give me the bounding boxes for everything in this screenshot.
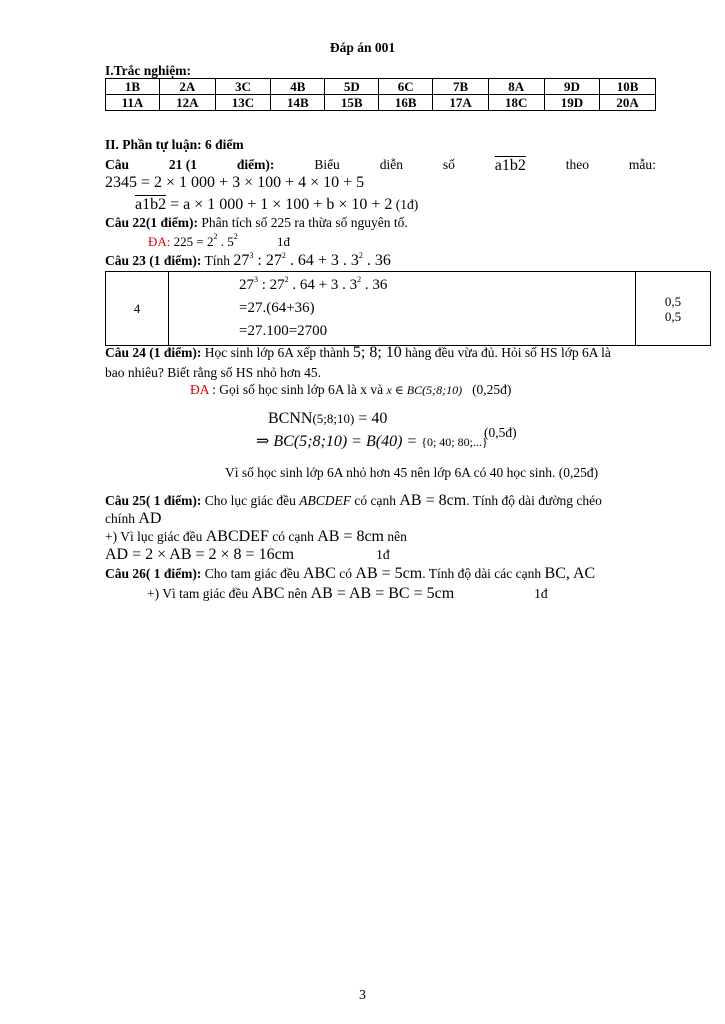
- answer-table: [105, 78, 656, 111]
- answer-cell: 4B: [271, 79, 325, 95]
- q26-text: Cho tam giác đều: [201, 566, 303, 581]
- answer-cell: 13C: [215, 95, 271, 111]
- q26-text: +) Vì tam giác đều: [147, 586, 252, 601]
- q25-result-expr: AD = 2 × AB = 2 × 8 = 16cm: [105, 546, 295, 563]
- q24-bcnn: [268, 411, 387, 427]
- q24-bc: [256, 434, 488, 450]
- table-row: [106, 79, 656, 95]
- q25-text: nên: [384, 529, 407, 544]
- q21-answer-expr: = a × 1 000 + 1 × 100 + b × 10 + 2: [166, 196, 393, 213]
- answer-cell: 1B: [106, 79, 160, 95]
- q21-word: mẫu:: [628, 157, 656, 172]
- q25-score: 1đ: [376, 547, 390, 562]
- answer-cell: 15B: [325, 95, 379, 111]
- q22-expr: 225 = 2: [170, 234, 214, 249]
- q26-label: Câu 26( 1 điểm):: [105, 566, 202, 581]
- q25-side: AB = 8cm: [317, 528, 384, 545]
- q25-text: . Tính độ dài đường chéo: [466, 493, 602, 508]
- answer-cell: 7B: [433, 79, 489, 95]
- q25-side: AB = 8cm: [399, 492, 467, 509]
- q23-expr-part: 27: [233, 252, 250, 269]
- q22-da-label: ĐA:: [148, 234, 171, 249]
- q23-expr-part: . 64 + 3 . 3: [288, 277, 358, 293]
- answer-cell: 16B: [379, 95, 433, 111]
- q24-question-line2: bao nhiêu? Biết rằng số HS nhỏ hơn 45.: [105, 365, 321, 380]
- q21-answer-number: a1b2: [135, 196, 167, 213]
- table-row: [106, 272, 711, 346]
- answer-cell: 11A: [106, 95, 160, 111]
- q24-text: hàng đều vừa đủ. Hỏi số HS lớp 6A là: [401, 345, 611, 360]
- q24-bcnn-args: (5;8;10): [312, 411, 355, 426]
- q21-example: 2345 = 2 × 1 000 + 3 × 100 + 4 × 10 + 5: [105, 174, 365, 191]
- q25-diagonal: AD: [138, 510, 162, 527]
- q23-expr-part: : 27: [253, 252, 282, 269]
- q21-label: điểm):: [236, 157, 275, 172]
- q24-bcnn-value: = 40: [354, 410, 388, 427]
- q23-step: [239, 274, 629, 297]
- q24-answer-intro: [190, 382, 511, 398]
- answer-cell: 10B: [600, 79, 656, 95]
- q26-score: 1đ: [534, 586, 548, 601]
- q23-expr-part: . 36: [362, 252, 391, 269]
- q25-result: [105, 547, 390, 563]
- q26-shape: ABC: [251, 585, 285, 602]
- q26-text: nên: [284, 586, 311, 601]
- page-title: Đáp án 001: [329, 40, 396, 55]
- answer-cell: 20A: [600, 95, 656, 111]
- q25-text: có cạnh: [350, 493, 400, 508]
- q24-da-label: ĐA: [190, 382, 209, 397]
- q23-expr: [233, 252, 390, 269]
- page-number: 3: [359, 988, 366, 1003]
- q23-scores: [636, 272, 711, 346]
- q23-score: 0,5: [664, 293, 682, 309]
- q26-result-expr: AB = AB = BC = 5cm: [310, 585, 455, 602]
- answer-cell: 3C: [215, 79, 271, 95]
- answer-cell: 14B: [271, 95, 325, 111]
- q21-word: số: [442, 157, 455, 172]
- q24-conclusion: Vì số học sinh lớp 6A nhỏ hơn 45 nên lớp 6A có 40 học sinh. (0,25đ): [225, 465, 599, 480]
- q22-exponent: 2: [233, 232, 238, 241]
- q23-step: =27.100=2700: [239, 323, 328, 339]
- q22-score: 1đ: [276, 234, 290, 249]
- q21-label: Câu: [105, 157, 130, 172]
- q26-side: AB = 5cm: [355, 565, 423, 582]
- q21-score: (1đ): [392, 197, 419, 212]
- q22-text: Phân tích số 225 ra thừa số nguyên tố.: [198, 215, 408, 230]
- q22-label: Câu 22(1 điểm):: [105, 215, 198, 230]
- q21-word: diễn: [379, 157, 403, 172]
- q25-text: chính: [105, 511, 139, 526]
- q24-da-text: : Gọi số học sinh lớp 6A là x và: [208, 382, 387, 397]
- q24-da-expr: x ∈ BC(5;8;10): [386, 383, 463, 397]
- q24-bcnn-fn: BCNN: [268, 410, 313, 427]
- answer-cell: 8A: [488, 79, 544, 95]
- q23-exponent: 2: [358, 251, 363, 260]
- q23-text: Tính: [201, 253, 234, 268]
- q23-expr-part: 27: [239, 277, 254, 293]
- q26-shape: ABC: [302, 565, 336, 582]
- answer-cell: 2A: [159, 79, 215, 95]
- answer-cell: 17A: [433, 95, 489, 111]
- q26-text: có: [335, 566, 356, 581]
- q25-shape: ABCDEF: [299, 493, 351, 508]
- q24-da-score: (0,25đ): [472, 382, 512, 397]
- q26-text: . Tính độ dài các cạnh: [422, 566, 545, 581]
- q22-question: [105, 215, 408, 231]
- q25-answer: [105, 529, 407, 545]
- q23-label: Câu 23 (1 điểm):: [105, 253, 202, 268]
- answer-cell: 9D: [544, 79, 600, 95]
- q23-steps: [169, 272, 636, 346]
- q21-word: theo: [565, 157, 589, 172]
- q23-score: 0,5: [664, 308, 682, 324]
- q24-numbers: 5; 8; 10: [352, 344, 402, 361]
- q22-expr: . 5: [217, 234, 234, 249]
- q26-answer: [147, 586, 548, 602]
- q25-shape: ABCDEF: [205, 528, 269, 545]
- q23-row-label: 4: [106, 272, 169, 346]
- answer-cell: 5D: [325, 79, 379, 95]
- q21-number: a1b2: [494, 157, 526, 174]
- q25-label: Câu 25( 1 điểm):: [105, 493, 202, 508]
- q23-step: =27.(64+36): [239, 300, 315, 316]
- q25-text: có cạnh: [268, 529, 318, 544]
- q24-bc-expr: ⇒ BC(5;8;10) = B(40) =: [256, 433, 422, 450]
- answer-cell: 12A: [159, 95, 215, 111]
- answer-cell: 19D: [544, 95, 600, 111]
- q25-text: +) Vì lục giác đều: [105, 529, 206, 544]
- q23-exponent: 2: [284, 275, 289, 284]
- q21-word: Biểu: [314, 157, 340, 172]
- q24-bc-set: {0; 40; 80;...}: [421, 435, 488, 449]
- q24-text: Học sinh lớp 6A xếp thành: [201, 345, 353, 360]
- q24-question: [105, 345, 611, 361]
- q23-solution-table: [105, 271, 711, 346]
- answer-cell: 6C: [379, 79, 433, 95]
- section-essay: II. Phần tự luận: 6 điểm: [105, 137, 244, 152]
- q23-exponent: 3: [249, 251, 254, 260]
- q22-exponent: 2: [213, 232, 218, 241]
- q25-question-line2: [105, 511, 161, 527]
- q23-exponent: 3: [254, 275, 258, 284]
- q23-exponent: 2: [357, 275, 362, 284]
- q21-label: 21 (1: [168, 157, 198, 172]
- table-row: [106, 95, 656, 111]
- answer-cell: 18C: [488, 95, 544, 111]
- q23-expr-part: : 27: [258, 277, 285, 293]
- q23-exponent: 2: [281, 251, 286, 260]
- q23-expr-part: . 36: [361, 277, 388, 293]
- q24-bc-score: (0,5đ): [484, 425, 517, 440]
- q21-answer: [135, 197, 418, 213]
- q24-label: Câu 24 (1 điểm):: [105, 345, 202, 360]
- q23-expr-part: . 64 + 3 . 3: [285, 252, 359, 269]
- q25-text: Cho lục giác đều: [201, 493, 300, 508]
- q26-question: [105, 566, 595, 582]
- q26-sides: BC, AC: [544, 565, 596, 582]
- section-multiple-choice: I.Trắc nghiệm:: [105, 63, 191, 78]
- q25-question: [105, 493, 602, 509]
- q22-answer: [148, 234, 290, 250]
- q23-question: [105, 253, 391, 269]
- q21-heading: [105, 157, 656, 175]
